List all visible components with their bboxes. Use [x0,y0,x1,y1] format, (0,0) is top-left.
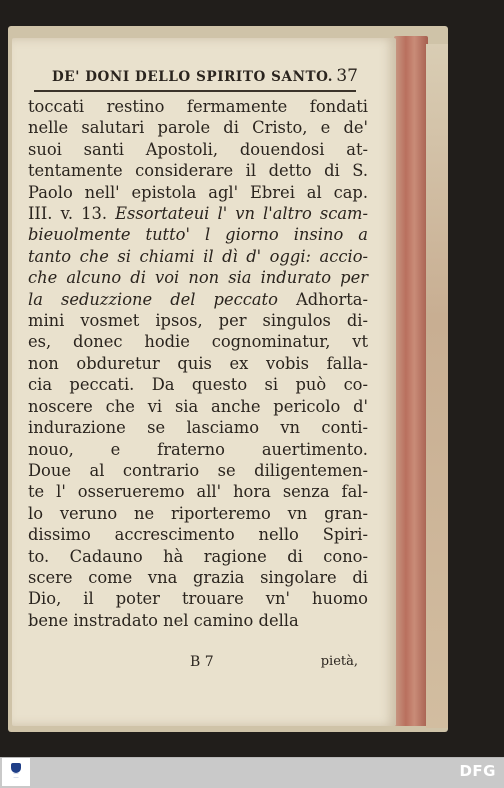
page-number: 37 [336,66,358,86]
italic-text-segment: la seduzzione del peccato [28,289,278,309]
header-rule [34,90,356,92]
text-line: te l' osserueremo all' hora senza fal- [28,482,368,502]
text-line: Doue al contrario se diligentemen- [28,460,368,480]
signature-mark: B 7 [190,654,214,670]
text-line: nelle salutari parole di Cristo, e de' [28,118,368,138]
text-line: mini vosmet ipsos, per singulos di- [28,311,368,331]
running-title: DE' DONI DELLO SPIRITO SANTO. [52,69,334,85]
text-line: noscere che vi sia anche pericolo d' [28,396,368,416]
text-line: dissimo accrescimento nello Spiri- [28,525,368,545]
text-line: bene instradato nel camino della [28,610,299,630]
text-line [28,289,368,310]
text-line: Paolo nell' epistola agl' Ebrei al cap. [28,182,368,202]
text-line: non obduretur quis ex vobis falla- [28,353,368,373]
library-logo-wordmark: ····· ····· [13,772,19,780]
text-line [28,203,368,224]
italic-text-segment: Essortateui l' vn l'altro scam- [115,204,368,224]
viewer-bottom-bar [0,757,504,788]
catchword: pietà, [320,654,358,669]
text-line: suoi santi Apostoli, douendosi at- [28,139,368,159]
text-line: es, donec hodie cognominatur, vt [28,332,368,352]
text-line: scere come vna grazia singolare di [28,567,368,587]
text-line: Dio, il poter trouare vn' huomo [28,589,368,609]
italic-text-segment: tanto che si chiami il dì d' oggi: accio- [28,246,368,266]
red-page-edges [394,36,428,726]
text-line [28,224,368,245]
page-footer [40,654,358,670]
text-line [28,267,368,288]
text-line: cia peccati. Da questo si può co- [28,375,368,395]
text-segment: III. v. 13. [28,204,116,224]
dfg-logo[interactable]: DFG [459,762,496,780]
body-text [28,96,368,631]
text-line: indurazione se lasciamo vn conti- [28,418,368,438]
library-logo[interactable] [2,758,30,786]
italic-text-segment: bieuolmente tutto' l giorno insino a [28,225,368,245]
text-line: nouo, e fraterno auertimento. [28,439,368,459]
italic-text-segment: che alcuno di voi non sia indurato per [28,268,368,288]
text-segment: Adhorta- [277,289,368,309]
text-line: to. Cadauno hà ragione di cono- [28,546,368,566]
page-header [52,66,358,88]
text-line: lo veruno ne riporteremo vn gran- [28,503,368,523]
text-line: tentamente considerare il detto di S. [28,161,368,181]
page-edge-strip [426,44,448,728]
text-line: toccati restino fermamente fondati [28,97,368,116]
text-line [28,246,368,267]
